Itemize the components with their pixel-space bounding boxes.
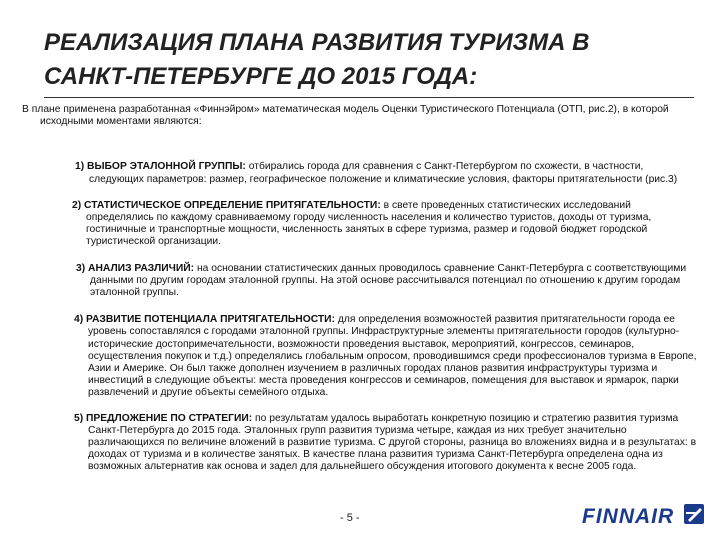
list-item-text: по результатам удалось выработать конкретную позицию и стратегию развития туризма Санкт-Петербурга до 2015 года. Эталонных групп развития туризма четыре, каждая из них требует значительно различающихся по величине вложений в развитие туризма. С другой стороны, разница во вложениях видна и в результатах: в доходах от туризма и в количестве занятых. В качестве плана развития туризма Санкт-Петербурга определена одна из возможных альтернатив как основа и задел для дальнейшего обсуждения итогового документа к весне 2005 года. — [88, 412, 697, 473]
list-item — [72, 200, 698, 249]
title-divider — [44, 97, 694, 98]
list-item-heading: 4) РАЗВИТИЕ ПОТЕНЦИАЛА ПРИТЯГАТЕЛЬНОСТИ: — [74, 314, 335, 326]
intro-paragraph — [22, 104, 698, 128]
slide-title-line-2: САНКТ-ПЕТЕРБУРГЕ ДО 2015 ГОДА: — [44, 63, 478, 90]
list-item-text: на основании статистических данных проводилось сравнение Санкт-Петербурга с соответствующими данными по другим городам эталонной группы. На этой основе рассчитывался потенциал по отношению к другим городам эталонной группы. — [90, 262, 687, 299]
list-item-text: отбирались города для сравнения с Санкт-Петербургом по схожести, в частности, следующих параметров: размер, географическое положение и климатические условия, факторы притягательности (рис.3) — [89, 161, 678, 185]
slide-title — [44, 26, 684, 94]
list-item-text: для определения возможностей развития притягательности города ее уровень сопоставлялся с городами эталонной группы. Инфраструктурные элементы притягательности городов (культурно-исторические достопримечательности, возможности проведения выставок, мероприятий, конгрессов, семинаров, осуществления покупок и т.д.) определялись глобальным опросом, проводившимся среди профессионалов туризма в Европе, Азии и Америке. Он был также дополнен изучением в различных городах планов развития инфраструктуры туризма и инвестиций в следующие объекты: места проведения конгрессов и семинаров, помещения для выставок и ярмарок, парки развлечений и другие объекты семейного отдыха. — [88, 314, 697, 399]
list-item — [76, 263, 698, 300]
list-item — [74, 314, 698, 399]
list-item-heading: 3) АНАЛИЗ РАЗЛИЧИЙ: — [76, 262, 195, 274]
list-item-heading: 1) ВЫБОР ЭТАЛОННОЙ ГРУППЫ: — [75, 161, 246, 173]
intro-text: В плане применена разработанная «Финнэйром» математическая модель Оценки Туристического Потенциала (ОТП, рис.2), в которой исходными моментами являются: — [22, 104, 669, 128]
list-item — [75, 161, 698, 185]
slide-title-line-1: РЕАЛИЗАЦИЯ ПЛАНА РАЗВИТИЯ ТУРИЗМА В — [44, 29, 590, 56]
list-item-text: в свете проведенных статистических исследований определялись по каждому сравниваемому городу численность населения и количество туристов, доходы от туризма, гостиничные и транспортные мощности, численность занятых в сфере туризма, размер и годовой бюджет городской туристической организации. — [86, 199, 652, 248]
slide-body — [22, 104, 698, 474]
page-number: - 5 - — [340, 512, 360, 524]
svg-text:FINNAIR: FINNAIR — [582, 505, 675, 528]
finnair-emblem-icon — [684, 504, 704, 524]
list-item — [74, 413, 698, 474]
list-item-heading: 2) СТАТИСТИЧЕСКОЕ ОПРЕДЕЛЕНИЕ ПРИТЯГАТЕЛЬНОСТИ: — [72, 199, 381, 211]
finnair-logo — [580, 500, 710, 530]
list-item-heading: 5) ПРЕДЛОЖЕНИЕ ПО СТРАТЕГИИ: — [74, 412, 253, 424]
